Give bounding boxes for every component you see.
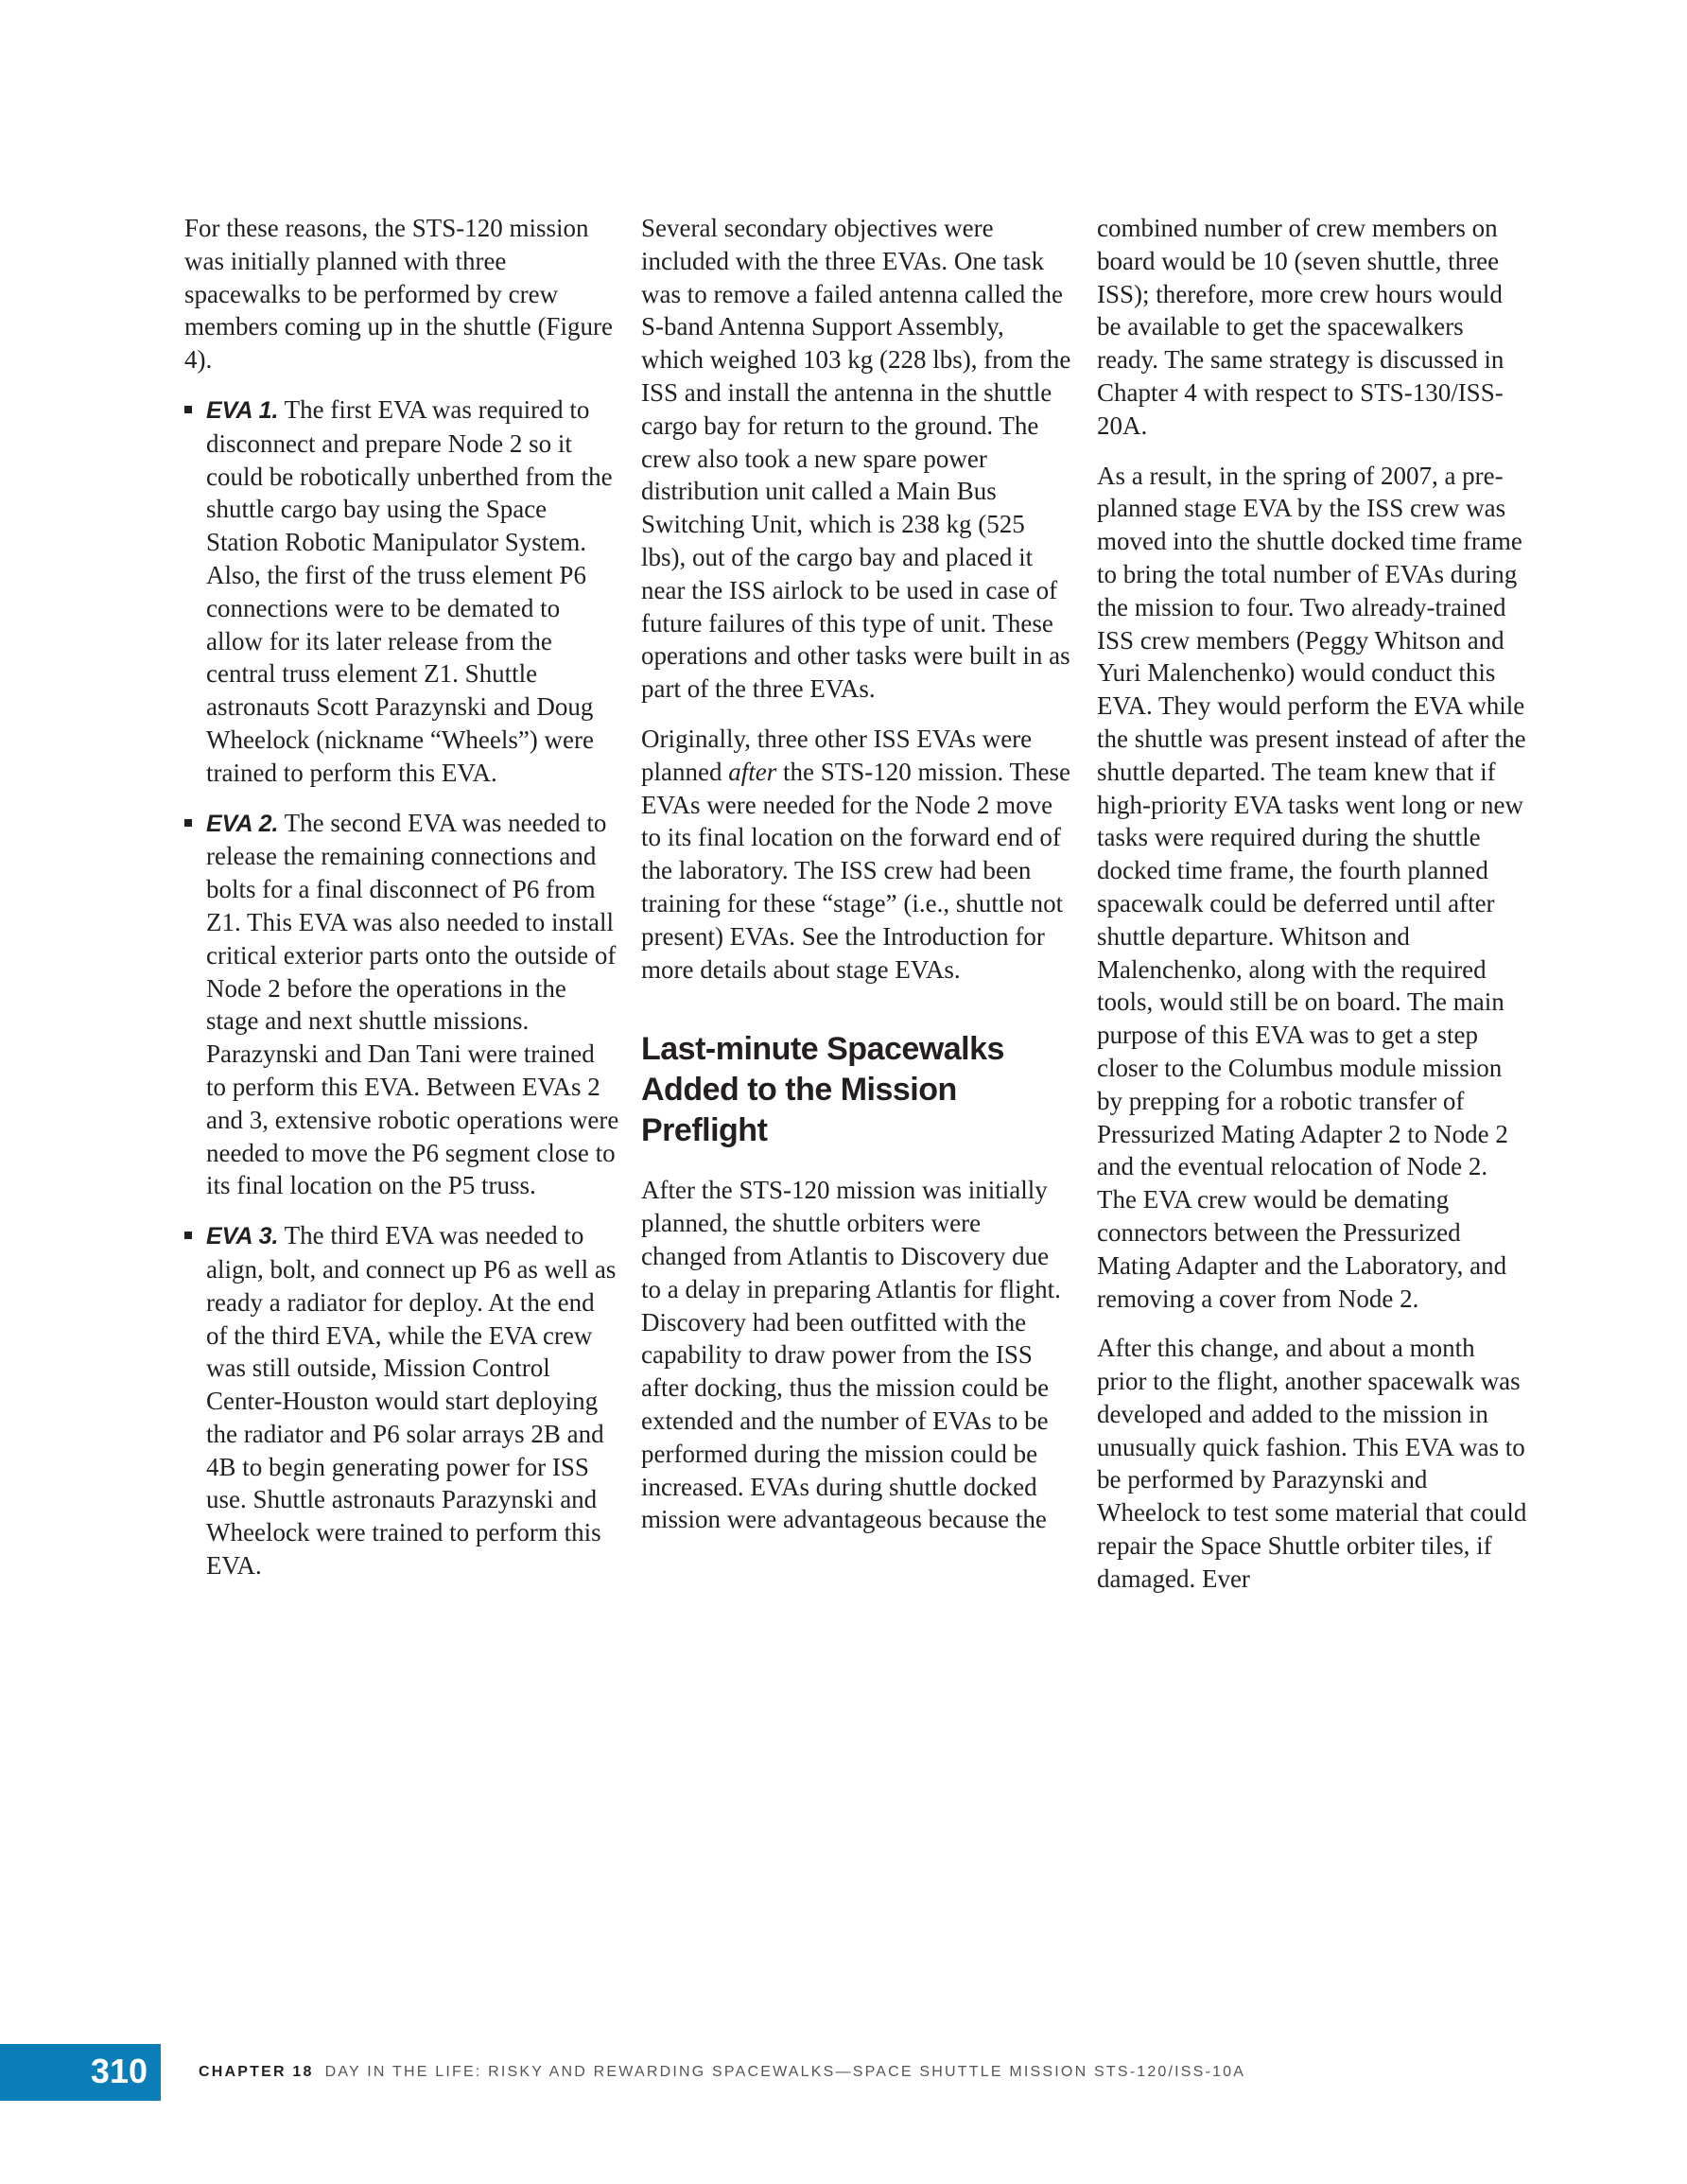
text-run: Originally, three other ISS EVAs were planned (641, 724, 1033, 786)
bullet-square-icon (184, 1232, 192, 1239)
paragraph-secondary-objectives: Several secondary objectives were included with the three EVAs. One task was to remove a failed antenna called the S-band Antenna Support Assembly, which weighed 103 kg (228 lbs), from the ISS and install the antenna in the shuttle cargo bay for return to the ground. The crew also took a new spare power distribution unit called a Main Bus Switching Unit, which is 238 kg (525 lbs), out of the cargo bay and placed it near the ISS airlock to be used in case of future failures of this type of unit. These operations and other tasks were built in as part of the three EVAs. (641, 214, 1071, 704)
column-1 (184, 212, 619, 1599)
bullet-square-icon (184, 406, 192, 413)
column-3 (1097, 212, 1527, 1613)
bullet-eva-1 (184, 393, 619, 790)
bullet-label: EVA 1. (206, 396, 279, 424)
section-heading: Last-minute Spacewalks Added to the Mission Preflight (641, 1031, 1004, 1149)
column-2 (641, 212, 1071, 1553)
paragraph-added-spacewalk: After this change, and about a month prior to the flight, another spacewalk was developed and added to the mission in unusually quick fashion. This EVA was to be performed by Parazynski and Wheelock to test some material that could repair the Space Shuttle orbiter tiles, if damaged. Ever (1097, 1334, 1527, 1593)
bullet-square-icon (184, 819, 192, 827)
bullet-eva-3 (184, 1219, 619, 1582)
paragraph-stage-eva-moved: As a result, in the spring of 2007, a pre-planned stage EVA by the ISS crew was moved into the shuttle docked time frame to bring the total number of EVAs during the mission to four. Two already-trained ISS crew members (Peggy Whitson and Yuri Malenchenko) would conduct this EVA. They would perform the EVA while the shuttle was present instead of after the shuttle departed. The team knew that if high-priority EVA tasks went long or new tasks were required during the shuttle docked time frame, the fourth planned spacewalk could be deferred until after shuttle departure. Whitson and Malenchenko, along with the required tools, would still be on board. The main purpose of this EVA was to get a step closer to the Columbus module mission by prepping for a robotic transfer of Pressurized Mating Adapter 2 to Node 2 and the eventual relocation of Node 2. The EVA crew would be demating connectors between the Pressurized Mating Adapter and the Laboratory, and removing a cover from Node 2. (1097, 461, 1526, 1313)
running-footer (199, 2064, 1245, 2081)
footer-chapter: CHAPTER 18 (199, 2064, 314, 2080)
paragraph-intro: For these reasons, the STS-120 mission was initially planned with three spacewalks to be performed by crew members coming up in the shuttle (Figure 4). (184, 214, 613, 375)
paragraph-stage-evas (641, 723, 1071, 986)
footer-title: DAY IN THE LIFE: RISKY AND REWARDING SPACEWALKS—SPACE SHUTTLE MISSION STS-120/ISS-10A (324, 2064, 1246, 2080)
bullet-label: EVA 2. (206, 810, 279, 837)
bullet-text: The first EVA was required to disconnect and prepare Node 2 so it could be robotically unberthed from the shuttle cargo bay using the Space Station Robotic Manipulator System. Also, the first of the truss element P6 connections were to be demated to allow for its later release from the central truss element Z1. Shuttle astronauts Scott Parazynski and Doug Wheelock (nickname “Wheels”) were trained to perform this EVA. (206, 394, 613, 787)
paragraph-orbiter-change: After the STS-120 mission was initially planned, the shuttle orbiters were changed from Atlantis to Discovery due to a delay in preparing Atlantis for flight. Discovery had been outfitted with the capability to draw power from the ISS after docking, thus the mission could be extended and the number of EVAs to be performed during the mission could be increased. EVAs during shuttle docked mission were advantageous because the (641, 1176, 1061, 1534)
bullet-text: The third EVA was needed to align, bolt, and connect up P6 as well as ready a radiator for deploy. At the end of the third EVA, while the EVA crew was still outside, Mission Control Center-Houston would start deploying the radiator and P6 solar arrays 2B and 4B to begin generating power for ISS use. Shuttle astronauts Parazynski and Wheelock were trained to perform this EVA. (206, 1221, 617, 1581)
page-number-box (0, 2044, 161, 2101)
page-number: 310 (90, 2052, 148, 2090)
text-run: the STS-120 mission. These EVAs were needed for the Node 2 move to its final location on the forward end of the laboratory. The ISS crew had been training for these “stage” (i.e., shuttle not present) EVAs. See the Introduction for more details about stage EVAs. (641, 757, 1070, 984)
bullet-label: EVA 3. (206, 1223, 279, 1250)
emphasis-after: after (728, 757, 777, 786)
bullet-eva-2 (184, 807, 619, 1203)
paragraph-crew-count: combined number of crew members on board would be 10 (seven shuttle, three ISS); therefore, more crew hours would be available to get the spacewalkers ready. The same strategy is discussed in Chapter 4 with respect to STS-130/ISS-20A. (1097, 214, 1504, 440)
bullet-text: The second EVA was needed to release the remaining connections and bolts for a final disconnect of P6 from Z1. This EVA was also needed to install critical exterior parts onto the outside of Node 2 before the operations in the stage and next shuttle missions. Parazynski and Dan Tani were trained to perform this EVA. Between EVAs 2 and 3, extensive robotic operations were needed to move the P6 segment close to its final location on the P5 truss. (206, 808, 619, 1200)
